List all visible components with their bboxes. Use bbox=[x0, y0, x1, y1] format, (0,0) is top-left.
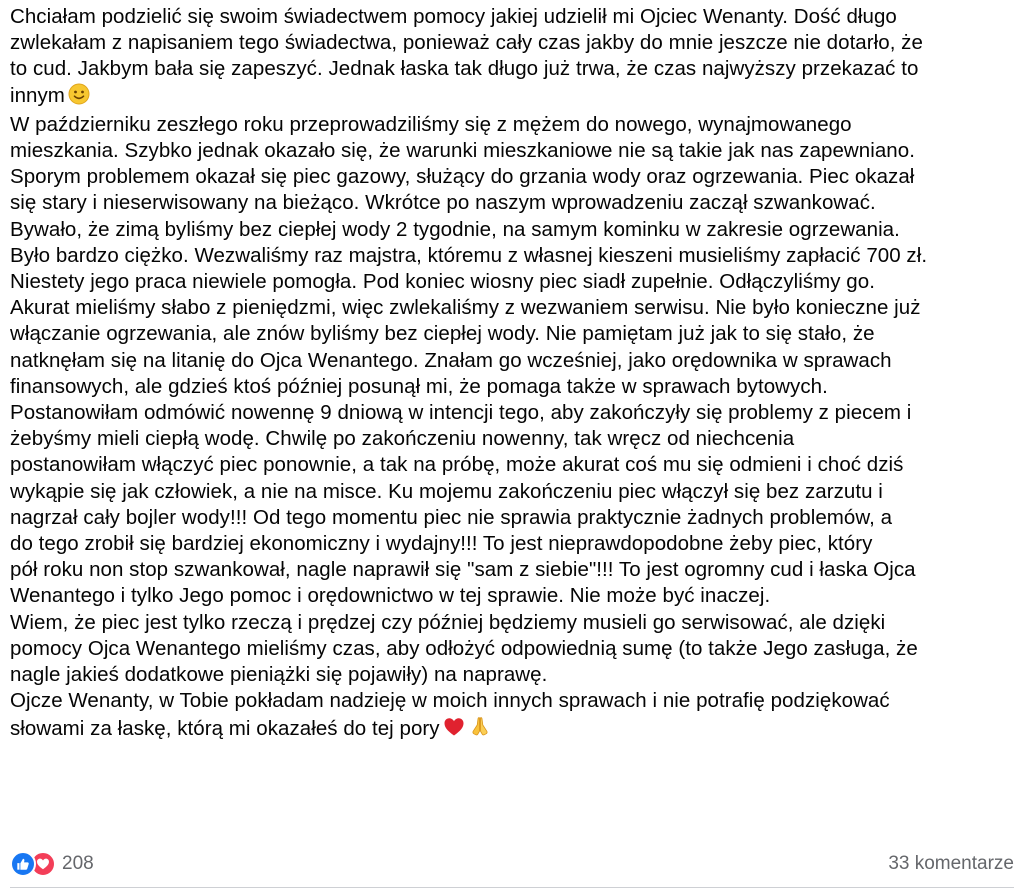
post-text bbox=[10, 4, 1014, 746]
post-line: Ojcze Wenanty, w Tobie pokładam nadzieję w moich innych sprawach i nie potrafię podziękować bbox=[10, 689, 890, 713]
post-line: Wiem, że piec jest tylko rzeczą i prędzej czy później będziemy musieli go serwisować, ale dzięki bbox=[10, 610, 886, 634]
red-heart-emoji-icon bbox=[443, 716, 465, 745]
post-line: finansowych, ale gdzieś ktoś później posunął mi, że pomaga także w sprawach bytowych. bbox=[10, 374, 828, 398]
comments-count-link[interactable]: 33 komentarze bbox=[888, 853, 1014, 874]
post-footer bbox=[10, 847, 1014, 881]
post-line: pomocy Ojca Wenantego mieliśmy czas, aby odłożyć odpowiednią sumę (to także Jego zasługa, że bbox=[10, 636, 918, 660]
post-line: Postanowiłam odmówić nowennę 9 dniową w intencji tego, aby zakończyły się problemy z piecem i bbox=[10, 401, 912, 425]
post-line: pół roku non stop szwankował, nagle naprawił się "sam z siebie"!!! To jest ogromny cud i łaska Ojca bbox=[10, 558, 916, 582]
post-line: słowami za łaskę, którą mi okazałeś do tej pory bbox=[10, 714, 1014, 745]
post-line: się stary i nieserwisowany na bieżąco. Wkrótce po naszym wprowadzeniu zaczął szwankować. bbox=[10, 191, 876, 215]
smiling-face-emoji-icon bbox=[68, 83, 90, 112]
post-line: Niestety jego praca niewiele pomogła. Pod koniec wiosny piec siadł zupełnie. Odłączyliśmy go. bbox=[10, 270, 875, 294]
post-line: zwlekałam z napisaniem tego świadectwa, ponieważ cały czas jakby do mnie jeszcze nie dotarło, że bbox=[10, 31, 923, 55]
post-line: Akurat mieliśmy słabo z pieniędzmi, więc zwlekaliśmy z wezwaniem serwisu. Nie było konieczne już bbox=[10, 296, 921, 320]
post-line: do tego zrobił się bardziej ekonomiczny i wydajny!!! To jest nieprawdopodobne żeby piec, który bbox=[10, 532, 873, 556]
post-line: Było bardzo ciężko. Wezwaliśmy raz majstra, któremu z własnej kieszeni musieliśmy zapłacić 700 zł. bbox=[10, 243, 928, 267]
post-line: to cud. Jakbym bała się zapeszyć. Jednak łaska tak długo już trwa, że czas najwyższy przekazać to bbox=[10, 57, 919, 81]
post-line: postanowiłam włączyć piec ponownie, a tak na próbę, może akurat coś mu się odmieni i choć dziś bbox=[10, 453, 904, 477]
post-line: Wenantego i tylko Jego pomoc i orędownictwo w tej sprawie. Nie może być inaczej. bbox=[10, 584, 771, 608]
post-line: innym bbox=[10, 83, 1014, 112]
post-line: żebyśmy mieli ciepłą wodę. Chwilę po zakończeniu nowenny, tak wręcz od niechcenia bbox=[10, 427, 795, 451]
like-reaction-icon bbox=[10, 851, 36, 877]
footer-divider bbox=[10, 887, 1014, 888]
post-line: Bywało, że zimą byliśmy bez ciepłej wody 2 tygodnie, na samym kominku w zakresie ogrzewania. bbox=[10, 217, 900, 241]
post-line: Chciałam podzielić się swoim świadectwem pomocy jakiej udzielił mi Ojciec Wenanty. Dość długo bbox=[10, 5, 897, 28]
post-line: natknęłam się na litanię do Ojca Wenantego. Znałam go wcześniej, jako orędownika w sprawach bbox=[10, 348, 892, 372]
post-line: mieszkania. Szybko jednak okazało się, że warunki mieszkaniowe nie są takie jak nas zapewniano. bbox=[10, 139, 915, 163]
post-line: wykąpie się jak człowiek, a nie na misce. Ku mojemu zakończeniu piec włączył się bez zarzutu i bbox=[10, 479, 883, 503]
post-line: włączanie ogrzewania, ale znów byliśmy bez ciepłej wody. Nie pamiętam już jak to się stało, że bbox=[10, 322, 875, 346]
post-line: W październiku zeszłego roku przeprowadziliśmy się z mężem do nowego, wynajmowanego bbox=[10, 112, 852, 136]
post-line: Sporym problemem okazał się piec gazowy, służący do grzania wody oraz ogrzewania. Piec okazał bbox=[10, 165, 915, 189]
post-line: nagrzał cały bojler wody!!! Od tego momentu piec nie sprawia praktycznie żadnych problemów, a bbox=[10, 505, 893, 529]
folded-hands-emoji-icon bbox=[468, 714, 492, 745]
reaction-count[interactable]: 208 bbox=[62, 853, 94, 874]
post-line: nagle jakieś dodatkowe pieniążki się pojawiły) na naprawę. bbox=[10, 663, 548, 687]
reactions-summary[interactable] bbox=[10, 851, 94, 877]
